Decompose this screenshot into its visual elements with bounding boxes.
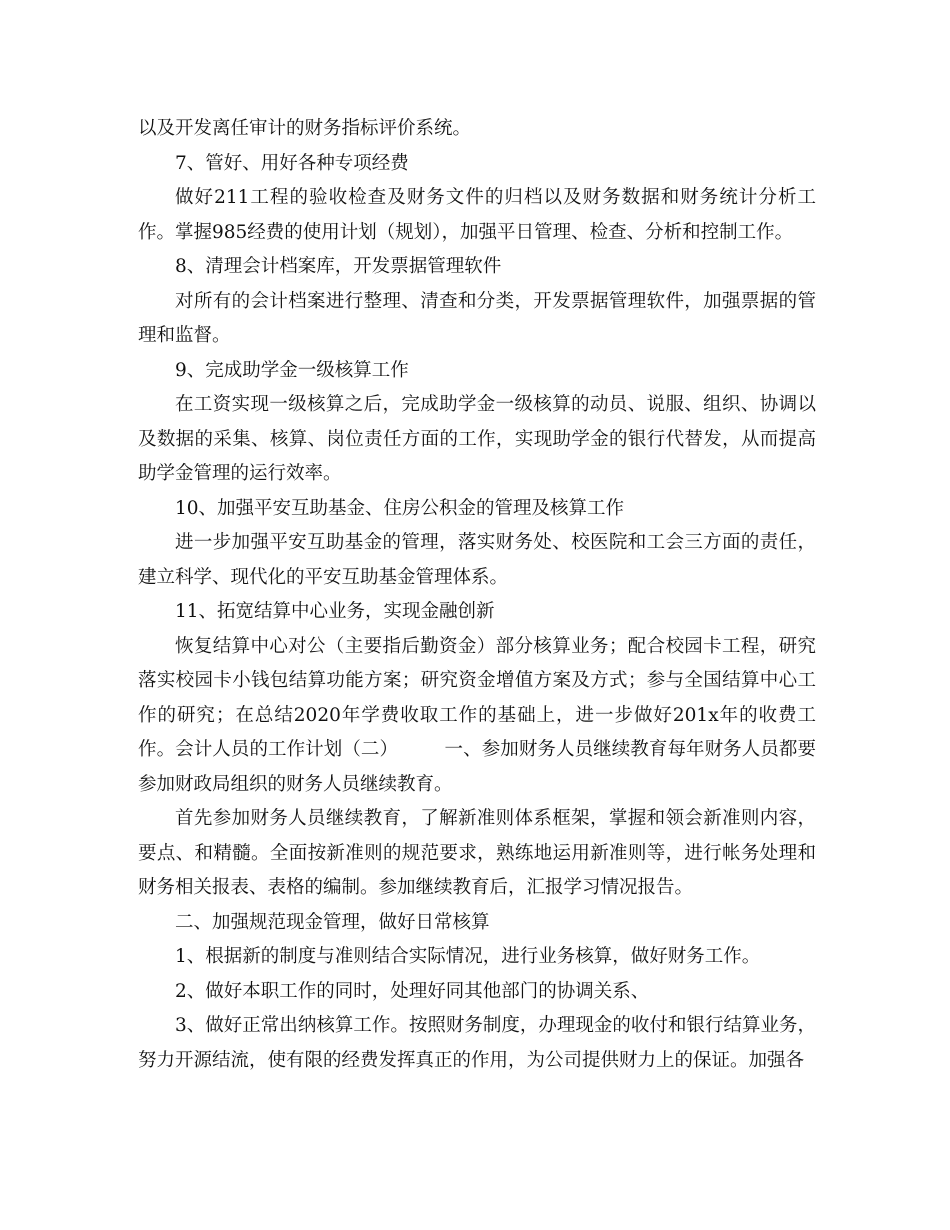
paragraph-item-9: 在工资实现一级核算之后，完成助学金一级核算的动员、说服、组织、协调以及数据的采集、核算、岗位责任方面的工作，实现助学金的银行代替发，从而提高助学金管理的运行效率。 xyxy=(138,394,816,484)
paragraph-item-10: 进一步加强平安互助基金的管理，落实财务处、校医院和工会三方面的责任，建立科学、现代化的平安互助基金管理体系。 xyxy=(138,532,816,588)
paragraph-item-7: 做好211工程的验收检查及财务文件的归档以及财务数据和财务统计分析工作。掌握985经费的使用计划（规划），加强平日管理、检查、分析和控制工作。 xyxy=(138,187,816,243)
paragraph-item-8: 对所有的会计档案进行整理、清查和分类，开发票据管理软件，加强票据的管理和监督。 xyxy=(138,290,816,346)
paragraph-item-11: 恢复结算中心对公（主要指后勤资金）部分核算业务；配合校园卡工程，研究落实校园卡小钱包结算功能方案；研究资金增值方案及方式；参与全国结算中心工作的研究；在总结2020年学费收取工作的基础上，进一步做好201x年的收费工作。会计人员的工作计划（二） 一、参加财务人员继续教育每年财务人员都要参加财政局组织的财务人员继续教育。 xyxy=(138,635,816,795)
heading-item-10: 10、加强平安互助基金、住房公积金的管理及核算工作 xyxy=(175,497,625,519)
paragraph-subitem-2: 2、做好本职工作的同时，处理好同其他部门的协调关系、 xyxy=(175,980,650,1002)
paragraph-subitem-3: 3、做好正常出纳核算工作。按照财务制度，办理现金的收付和银行结算业务，努力开源结流，使有限的经费发挥真正的作用，为公司提供财力上的保证。加强各 xyxy=(138,1015,816,1071)
heading-section-2: 二、加强规范现金管理，做好日常核算 xyxy=(175,911,490,933)
heading-item-7: 7、管好、用好各种专项经费 xyxy=(175,152,409,174)
paragraph-1: 以及开发离任审计的财务指标评价系统。 xyxy=(138,118,472,139)
paragraph-subitem-1: 1、根据新的制度与准则结合实际情况，进行业务核算，做好财务工作。 xyxy=(175,946,761,967)
paragraph-continuing-education: 首先参加财务人员继续教育，了解新准则体系框架，掌握和领会新准则内容，要点、和精髓。全面按新准则的规范要求，熟练地运用新准则等，进行帐务处理和财务相关报表、表格的编制。参加继续教育后，汇报学习情况报告。 xyxy=(138,808,816,898)
document-body xyxy=(138,112,816,1078)
heading-item-8: 8、清理会计档案库，开发票据管理软件 xyxy=(175,256,502,277)
heading-item-9: 9、完成助学金一级核算工作 xyxy=(175,359,409,381)
heading-item-11: 11、拓宽结算中心业务，实现金融创新 xyxy=(175,601,495,622)
